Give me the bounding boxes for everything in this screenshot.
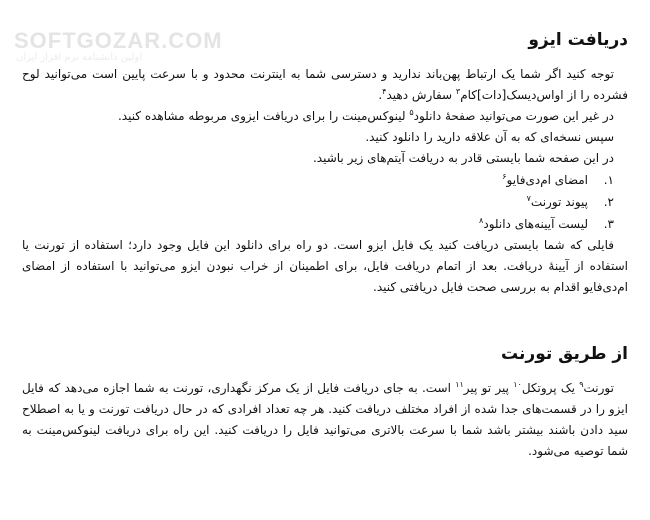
text-run: یک پروتکل bbox=[521, 381, 580, 395]
list-text: امضای ام‌دی‌فایو bbox=[506, 173, 588, 187]
footnote-marker[interactable]: ۸ bbox=[479, 216, 484, 225]
text-run: است. به جای دریافت فایل از یک مرکز نگهداری، تورنت به شما اجازه bbox=[103, 381, 456, 395]
section-heading-via-torrent: از طریق تورنت bbox=[501, 344, 628, 364]
footnote-marker[interactable]: ۶ bbox=[502, 172, 507, 181]
text-run: تورنت bbox=[583, 381, 614, 395]
watermark-logo: SOFTGOZAR.COM bbox=[14, 28, 223, 53]
text-run: فایلی که شما بایستی دریافت کنید یک فایل ایزو است. دو راه برای دانلود این فایل وجود دارد؛ استفاده از تورنت bbox=[34, 238, 614, 252]
list-item bbox=[22, 213, 614, 235]
text-run: در غیر این صورت می‌توانید صفحهٔ دانلود bbox=[413, 109, 614, 123]
paragraph bbox=[22, 127, 628, 148]
footnote-marker[interactable]: ۳ bbox=[455, 87, 461, 96]
footnote-marker[interactable]: ۹ bbox=[579, 380, 584, 389]
text-run: در این صفحه شما بایستی قادر به دریافت آیتم‌های زیر باشید. bbox=[312, 151, 614, 165]
footnote-marker[interactable]: ۱۱ bbox=[455, 380, 464, 389]
text-run: تورنت و یا به اصطلاح سید دادن باشند بیشتر باشد شما با سرعت بالاتری می‌توانید فایل را دریافت کنید. این راه برای bbox=[22, 402, 629, 437]
text-run: پیر تو پیر bbox=[463, 381, 514, 395]
text-run: لینوکس‌مینت را برای دریافت ایزوی مربوطه مشاهده کنید. bbox=[117, 109, 410, 123]
list-number: ۱. bbox=[603, 173, 614, 187]
document-body bbox=[22, 28, 628, 462]
text-run: ام‌دی‌فایو اقدام به بررسی صحت فایل دریافتی کنید. bbox=[373, 280, 628, 294]
list-text: لیست آیینه‌های دانلود bbox=[483, 217, 588, 231]
section-via-torrent bbox=[22, 378, 628, 462]
list-number: ۲. bbox=[603, 195, 614, 209]
list-item bbox=[22, 169, 614, 191]
text-run: سپس نسخه‌ای که به آن علاقه دارید را دانلود کنید. bbox=[365, 130, 614, 144]
list-item bbox=[22, 191, 614, 213]
section-heading-download-iso: دریافت ایزو bbox=[528, 30, 628, 50]
paragraph bbox=[22, 235, 628, 298]
paragraph bbox=[22, 148, 628, 169]
footnote-marker[interactable]: ۱۰ bbox=[513, 380, 522, 389]
section-download-iso bbox=[22, 64, 628, 298]
text-run: سفارش دهید bbox=[386, 88, 456, 102]
footnote-marker[interactable]: ۷ bbox=[526, 194, 531, 203]
footnote-marker[interactable]: ۴ bbox=[382, 87, 387, 96]
paragraph bbox=[22, 106, 628, 127]
watermark-tagline: اولین دانشنامه نرم افزار ایران bbox=[16, 52, 143, 63]
text-run: می‌دهد که فایل ایزو را در قسمت‌های جدا شده از افراد مختلف دریافت کنید. هر چه تعداد افرادی که در حال دریافت bbox=[22, 381, 628, 416]
paragraph bbox=[22, 378, 628, 462]
text-run: . bbox=[378, 88, 383, 102]
text-run: دریافت لینوکس‌مینت به شما توصیه می‌شود. bbox=[22, 423, 628, 458]
paragraph bbox=[22, 64, 628, 106]
text-run: یا استفاده از آیینهٔ دریافت. بعد از اتمام دریافت فایل، برای اطمینان از خراب نبودن ایزو می‌توانید با استفاده از امضای bbox=[22, 238, 628, 273]
footnote-marker[interactable]: ۵ bbox=[409, 108, 414, 117]
text-run: لوح فشرده را از اواس‌دیسک[دات]کام bbox=[22, 67, 628, 102]
download-items-list bbox=[22, 169, 628, 235]
text-run: توجه کنید اگر شما یک ارتباط پهن‌باند ندارید و دسترسی شما به اینترنت محدود و با سرعت پایین است می‌توانید bbox=[44, 67, 614, 81]
list-text: پیوند تورنت bbox=[530, 195, 588, 209]
list-number: ۳. bbox=[603, 217, 614, 231]
